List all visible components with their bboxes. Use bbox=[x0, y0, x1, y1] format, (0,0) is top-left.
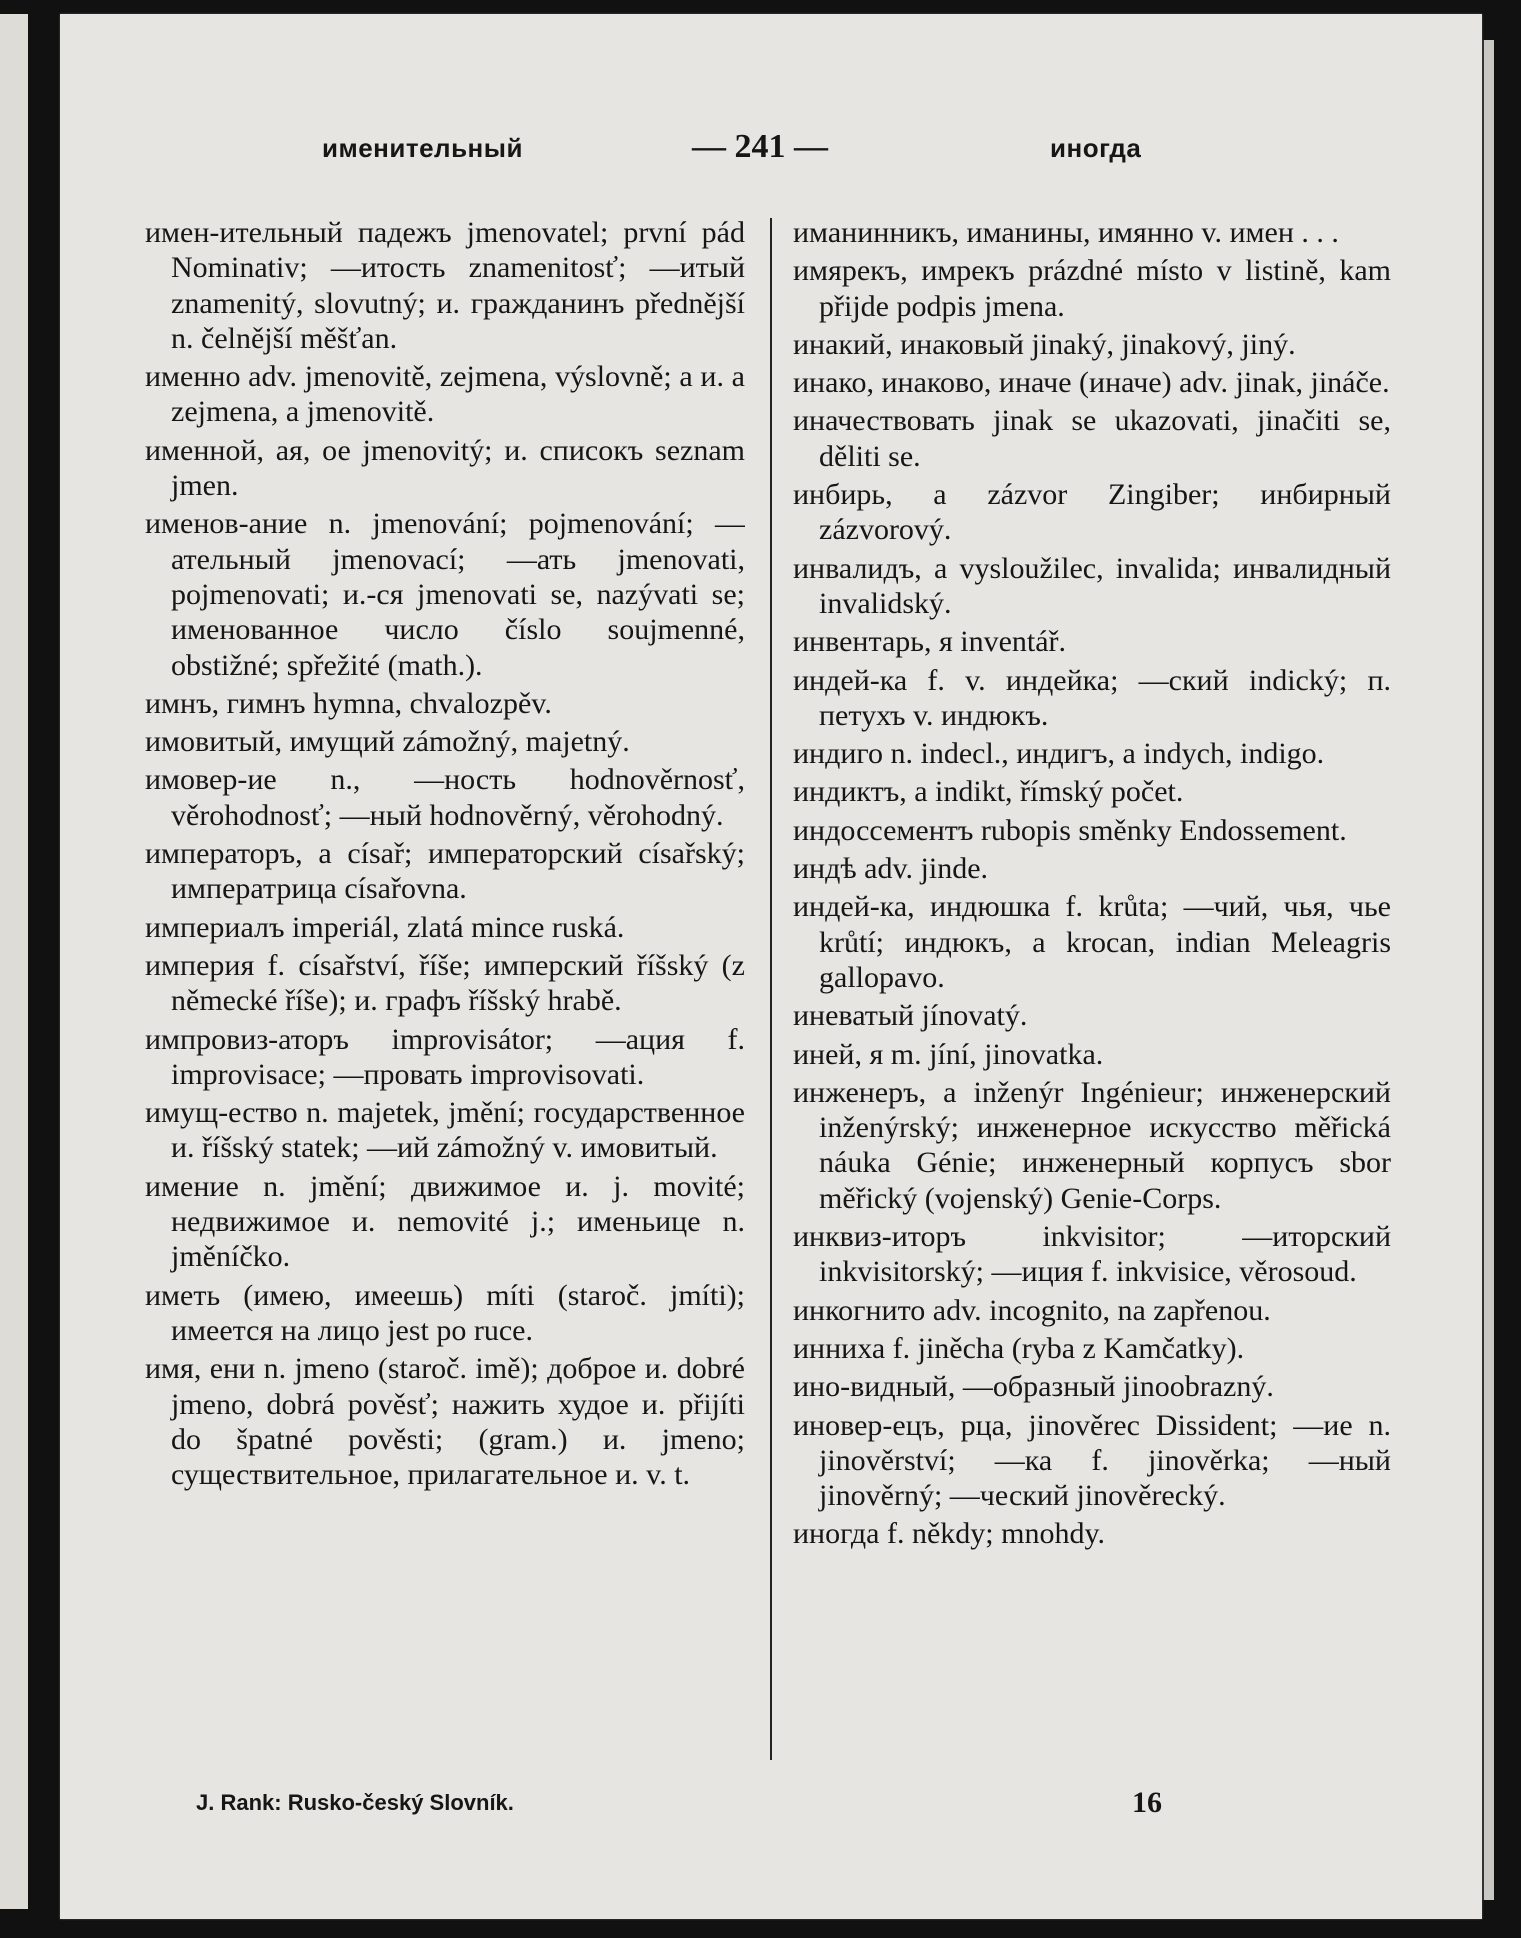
dictionary-entry: иновер-ецъ, рца, jinověrec Dissident; —ие n. jinověrství; —ка f. jinověrka; —ный jinověrný; —ческий jinověrecký. bbox=[793, 1408, 1391, 1513]
dictionary-entry: иногда f. někdy; mnohdy. bbox=[793, 1517, 1106, 1551]
dictionary-entry: индѣ adv. jinde. bbox=[793, 852, 989, 886]
dictionary-entry: ино-видный, —образный jinoobrazný. bbox=[793, 1370, 1274, 1404]
dictionary-entry: инквиз-иторъ inkvisitor; —иторский inkvisitorský; —иция f. inkvisice, věrosoud. bbox=[793, 1220, 1391, 1289]
dictionary-entry: имярекъ, имрекъ prázdné místo v listině, kam přijde podpis jmena. bbox=[793, 254, 1391, 323]
left-column bbox=[145, 215, 745, 1775]
footer-publisher: J. Rank: Rusko-český Slovník. bbox=[196, 1790, 514, 1815]
column-divider bbox=[770, 218, 772, 1760]
dictionary-entry: императоръ, a císař; императорский císařský; императрица císařovna. bbox=[145, 837, 745, 906]
page-edge-right bbox=[1482, 40, 1494, 1900]
dictionary-entry: индиктъ, а indikt, římský počet. bbox=[793, 775, 1184, 809]
dictionary-entry: иманинникъ, иманины, имянно v. имен . . . bbox=[793, 216, 1339, 249]
running-head-right: иногда bbox=[1050, 133, 1142, 163]
dictionary-entry: иней, я m. jíní, jinovatka. bbox=[793, 1037, 1104, 1071]
dictionary-entry: импровиз-аторъ improvisátor; —ация f. improvisace; —провать improvisovati. bbox=[145, 1022, 745, 1091]
dictionary-entry: инвентарь, я inventář. bbox=[793, 625, 1067, 659]
dictionary-entry: именной, ая, ое jmenovitý; и. списокъ seznam jmen. bbox=[145, 433, 745, 503]
dictionary-entry: инако, инаково, иначе (иначе) adv. jinak, jináče. bbox=[793, 366, 1390, 400]
dictionary-entry: индей-ка f. v. индейка; —ский indický; п. петухъ v. индюкъ. bbox=[793, 663, 1391, 732]
dictionary-entry: имовитый, имущий zámožný, majetný. bbox=[145, 725, 630, 759]
dictionary-entry: именно adv. jmenovitě, zejmena, výslovně; а и. a zejmena, a jmenovitě. bbox=[145, 360, 745, 429]
dictionary-entry: имнъ, гимнъ hymna, chvalozpěv. bbox=[145, 686, 552, 720]
dictionary-entry: имовер-ие n., —ность hodnověrnosť, věrohodnosť; —ный hodnověrný, věrohodný. bbox=[145, 763, 745, 832]
dictionary-entry: иначествовать jinak se ukazovati, jinačiti se, děliti se. bbox=[793, 404, 1391, 473]
dictionary-entry: иневатый jínovatý. bbox=[793, 999, 1028, 1033]
dictionary-entry: имение n. jmění; движимое и. j. movité; недвижимое и. nemovité j.; именьице n. jměníčko. bbox=[145, 1169, 745, 1274]
dictionary-entry: иметь (имею, имеешь) míti (staroč. jmíti); имеется на лицо jest po ruce. bbox=[145, 1278, 745, 1347]
dictionary-entry: именов-ание n. jmenování; pojmenování; —ательный jmenovací; —ать jmenovati, pojmenovati; и.-ся jmenovati se, nazývati se; именованное число číslo soujmenné, obstižné; spřežité (math.). bbox=[145, 507, 745, 682]
footer-signature: 16 bbox=[1132, 1786, 1162, 1819]
dictionary-entry: империя f. císařství, říše; имперский říšský (z německé říše); и. графъ říšský hrabě. bbox=[145, 948, 745, 1018]
dictionary-entry: индей-ка, индюшка f. krůta; —чий, чья, чье krůtí; индюкъ, а krocan, indian Meleagris gallopavo. bbox=[793, 890, 1391, 994]
dictionary-entry: имен-ительный падежъ jmenovatel; první pád Nominativ; —итость znamenitosť; —итый znamenitý, slovutný; и. гражданинъ přednější n. čelnější měšťan. bbox=[145, 216, 745, 355]
dictionary-entry: имущ-ество n. majetek, jmění; государственное и. říšský statek; —ий zámožný v. имовитый. bbox=[145, 1096, 745, 1165]
dictionary-entry: инниха f. jiněcha (ryba z Kamčatky). bbox=[793, 1331, 1245, 1365]
dictionary-entry: инкогнито adv. incognito, na zapřenou. bbox=[793, 1293, 1271, 1327]
dictionary-entry: инакий, инаковый jinaký, jinakový, jiný. bbox=[793, 327, 1296, 361]
dictionary-entry: индоссементъ rubopis směnky Endossement. bbox=[793, 813, 1347, 847]
dictionary-entry: инвалидъ, а vysloužilec, invalida; инвалидный invalidský. bbox=[793, 551, 1391, 620]
right-column bbox=[793, 215, 1391, 1775]
dictionary-entry: имя, ени n. jmeno (staroč. imě); доброе и. dobré jmeno, dobrá pověsť; нажить худое и. přijíti do špatné pověsti; (gram.) и. jmeno; существительное, прилагательное и. v. t. bbox=[145, 1352, 745, 1492]
page-number: — 241 — bbox=[692, 128, 828, 165]
running-head-left: именительный bbox=[322, 133, 523, 163]
dictionary-entry: инженеръ, а inženýr Ingénieur; инженерский inženýrský; инженерное искусство měřická náuka Génie; инженерный корпусъ sbor měřický (vojenský) Genie-Corps. bbox=[793, 1075, 1391, 1215]
dictionary-entry: индиго n. indecl., индигъ, а indych, indigo. bbox=[793, 737, 1325, 771]
dictionary-entry: инбирь, а zázvor Zingiber; инбирный zázvorový. bbox=[793, 478, 1391, 547]
dictionary-entry: империалъ imperiál, zlatá mince ruská. bbox=[145, 910, 625, 944]
adjacent-page-edge bbox=[0, 14, 28, 1909]
